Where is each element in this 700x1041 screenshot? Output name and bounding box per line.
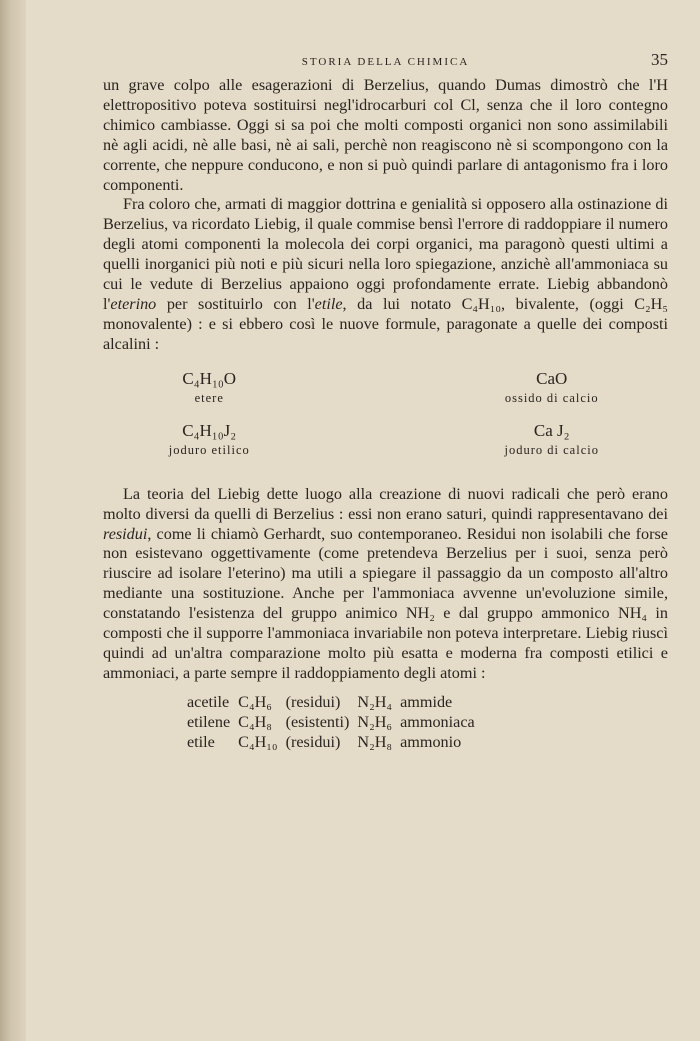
term-residui: residui — [103, 524, 148, 543]
paragraph-1: un grave colpo alle esagerazioni di Berzelius, quando Dumas dimostrò che l'H elettropositivo poteva sostituirsi negl'idrocarburi col Cl, senza che il loro contegno chimico cambiasse. Oggi si sa poi che molti composti organici non sono assimilabili nè agli acidi, nè alle basi, nè ai sali, perchè non reagiscono nè si scompongono con la corrente, che neppure conducono, e non si può quindi parlare di antagonismo fra i loro componenti. — [103, 76, 668, 194]
formula-joduro-etilico: C₄H₁₀J₂ joduro etilico — [168, 420, 250, 457]
table-row: etilene C₄H₈ (esistenti) N₂H₆ ammoniaca — [187, 712, 475, 731]
formula-nh2: NH₂ — [405, 604, 435, 623]
running-head — [103, 48, 668, 76]
formula-comparison — [103, 369, 668, 459]
page-number: 35 — [651, 50, 668, 69]
formula-ossido-di-calcio: CaO ossido di calcio — [504, 368, 599, 405]
formula-c2h5: C₂H₅ — [634, 294, 669, 313]
formula-nh4: NH₄ — [618, 604, 648, 623]
paragraph-3: La teoria del Liebig dette luogo alla creazione di nuovi radicali che però erano molto diversi da quelli di Berzelius : essi non erano saturi, quindi rappresentavano dei residui, come li chiamò Gerhardt, suo contemporaneo. Residui non isolabili che forse non esistevano oggettivamente (come pretendeva Berzelius per i suoi, senza però riuscire ad isolare l'eterino) ma utili a spiegare il passaggio da un composto all'altro mediante una sostituzione. Anche per l'ammoniaca avvenne un'evoluzione simile, constatando l'esistenza del gruppo animico NH₂ e dal gruppo ammonico NH₄ in composti che il supporre l'ammoniaca invariabile non poteva interpretare. Liebig riuscì quindi ad un'altra comparazione molto più esatta e moderna fra composti etilici e ammoniaci, a parte sempre il raddoppiamento degli atomi : — [103, 484, 669, 682]
term-etile: etile — [314, 294, 343, 313]
table-row: etile C₄H₁₀ (residui) N₂H₈ ammonio — [187, 732, 462, 751]
table-row: acetile C₄H₆ (residui) N₂H₄ ammide — [187, 692, 453, 711]
book-page — [103, 48, 668, 752]
running-title: STORIA DELLA CHIMICA — [301, 56, 470, 68]
formula-etere: C₄H₁₀O etere — [182, 368, 237, 405]
comparison-table — [187, 692, 483, 752]
formula-joduro-di-calcio: Ca J₂ joduro di calcio — [504, 420, 599, 457]
paragraph-2: Fra coloro che, armati di maggior dottrina e genialità si opposero alla ostinazione di Berzelius, va ricordato Liebig, il quale commise bensì l'errore di raddoppiare il numero degli atomi componenti la molecola dei corpi organici, ma paragonò questi ultimi a quelli inorganici più noti e più sicuri nella loro spiegazione, anzichè all'ammoniaca su cui le vedute di Berzelius appaiono oggi profondamente errate. Liebig abbandonò l'eterino per sostituirlo con l'etile, da lui notato C₄H₁₀, bivalente, (oggi C₂H₅ monovalente) : e si ebbero così le nuove formule, paragonate a quelle dei composti alcalini : — [103, 195, 669, 353]
formula-c4h10: C₄H₁₀ — [461, 294, 502, 313]
term-eterino: eterino — [110, 294, 157, 313]
book-spine-shadow — [0, 0, 26, 1041]
